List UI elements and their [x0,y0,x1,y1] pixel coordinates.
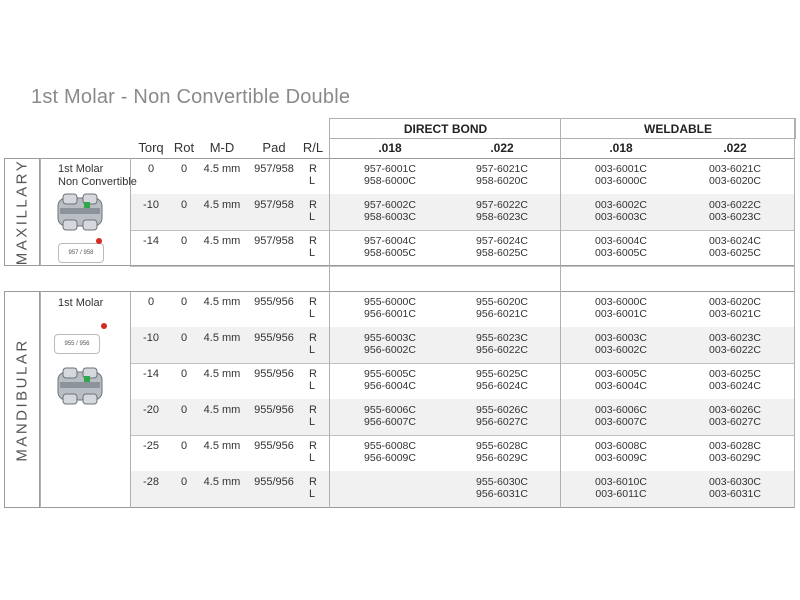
cell-md: 4.5 mm [203,368,241,380]
cell-rot: 0 [180,440,188,452]
cell-torq: -25 [143,440,159,452]
cell-db-022: 955-6026C 956-6027C [476,404,528,428]
column-rule [40,158,41,266]
cell-pad: 955/956 [254,404,294,416]
sub-header-db-022: .022 [490,141,514,155]
cell-w-022: 003-6020C 003-6021C [709,296,761,320]
cell-db-022: 957-6024C 958-6025C [476,235,528,259]
cell-db-022: 957-6022C 958-6023C [476,199,528,223]
section-label-maxillary-text: MAXILLARY [13,158,31,266]
maxillary-description: 1st Molar Non Convertible [58,163,137,188]
cell-db-018: 955-6008C 956-6009C [364,440,416,464]
cell-rot: 0 [180,368,188,380]
maxillary-pad-badge: 957 / 958 [58,243,104,263]
cell-pad: 955/956 [254,476,294,488]
cell-pad: 955/956 [254,332,294,344]
row-divider [130,266,795,267]
row-divider [130,435,795,436]
cell-w-018: 003-6005C 003-6004C [595,368,647,392]
cell-db-018: 957-6002C 958-6003C [364,199,416,223]
cell-rot: 0 [180,199,188,211]
cell-md: 4.5 mm [203,476,241,488]
col-header-pad: Pad [262,140,286,155]
cell-md: 4.5 mm [203,332,241,344]
cell-pad: 955/956 [254,440,294,452]
cell-rl: R L [309,199,317,223]
column-rule [794,118,795,508]
cell-w-018: 003-6004C 003-6005C [595,235,647,259]
col-header-md: M-D [209,140,235,155]
cell-db-018: 955-6005C 956-6004C [364,368,416,392]
cell-rl: R L [309,235,317,259]
section-label-mandibular [4,291,40,508]
row-divider [130,363,795,364]
cell-torq: 0 [147,163,155,175]
cell-torq: -14 [143,368,159,380]
cell-rot: 0 [180,163,188,175]
cell-db-022: 955-6020C 956-6021C [476,296,528,320]
cell-rl: R L [309,404,317,428]
cell-w-018: 003-6001C 003-6000C [595,163,647,187]
mandibular-description: 1st Molar [58,297,104,309]
cell-w-018: 003-6010C 003-6011C [595,476,647,500]
row-divider [130,230,795,231]
molar-bracket-icon [54,364,106,408]
column-rule [130,291,131,508]
cell-pad: 955/956 [254,296,294,308]
cell-rl: R L [309,476,317,500]
cell-md: 4.5 mm [203,404,241,416]
cell-db-018: 955-6003C 956-6002C [364,332,416,356]
cell-w-018: 003-6006C 003-6007C [595,404,647,428]
cell-db-022: 955-6030C 956-6031C [476,476,528,500]
cell-w-018: 003-6000C 003-6001C [595,296,647,320]
cell-md: 4.5 mm [203,235,241,247]
group-header-weldable: WELDABLE [560,118,796,139]
col-header-torq: Torq [138,140,164,155]
cell-rl: R L [309,440,317,464]
cell-w-022: 003-6022C 003-6023C [709,199,761,223]
column-rule [40,291,41,508]
cell-db-022: 955-6023C 956-6022C [476,332,528,356]
col-header-rot: Rot [173,140,195,155]
cell-pad: 957/958 [254,163,294,175]
cell-db-018: 955-6000C 956-6001C [364,296,416,320]
cell-w-018: 003-6008C 003-6009C [595,440,647,464]
cell-rot: 0 [180,332,188,344]
cell-w-022: 003-6025C 003-6024C [709,368,761,392]
cell-w-022: 003-6021C 003-6020C [709,163,761,187]
cell-md: 4.5 mm [203,440,241,452]
cell-db-022: 955-6025C 956-6024C [476,368,528,392]
cell-torq: -10 [143,199,159,211]
cell-w-022: 003-6026C 003-6027C [709,404,761,428]
cell-rl: R L [309,163,317,187]
cell-torq: -14 [143,235,159,247]
mandibular-pad-badge: 955 / 956 [54,334,100,354]
section-top-rule [4,158,795,159]
table-bottom-rule [4,507,795,508]
cell-pad: 957/958 [254,235,294,247]
column-rule [329,118,330,508]
cell-torq: -28 [143,476,159,488]
section-bottom-rule [4,265,795,266]
cell-pad: 955/956 [254,368,294,380]
column-rule [560,118,561,508]
cell-pad: 957/958 [254,199,294,211]
page-title: 1st Molar - Non Convertible Double [31,86,351,108]
cell-w-018: 003-6002C 003-6003C [595,199,647,223]
sub-header-w-022: .022 [723,141,747,155]
cell-md: 4.5 mm [203,296,241,308]
cell-rot: 0 [180,235,188,247]
cell-w-022: 003-6030C 003-6031C [709,476,761,500]
cell-w-022: 003-6028C 003-6029C [709,440,761,464]
sub-header-w-018: .018 [609,141,633,155]
cell-md: 4.5 mm [203,199,241,211]
red-dot-icon [101,323,107,329]
cell-rot: 0 [180,476,188,488]
section-top-rule [4,291,795,292]
molar-bracket-icon [54,190,106,234]
cell-rl: R L [309,296,317,320]
group-header-direct-bond: DIRECT BOND [329,118,561,139]
cell-db-018: 957-6001C 958-6000C [364,163,416,187]
cell-db-022: 955-6028C 956-6029C [476,440,528,464]
cell-db-018: 957-6004C 958-6005C [364,235,416,259]
cell-w-022: 003-6024C 003-6025C [709,235,761,259]
cell-torq: 0 [147,296,155,308]
cell-rot: 0 [180,296,188,308]
cell-rl: R L [309,368,317,392]
cell-torq: -10 [143,332,159,344]
cell-w-018: 003-6003C 003-6002C [595,332,647,356]
cell-md: 4.5 mm [203,163,241,175]
cell-torq: -20 [143,404,159,416]
section-label-maxillary [4,158,40,266]
sub-header-db-018: .018 [378,141,402,155]
cell-db-022: 957-6021C 958-6020C [476,163,528,187]
cell-w-022: 003-6023C 003-6022C [709,332,761,356]
cell-rl: R L [309,332,317,356]
cell-rot: 0 [180,404,188,416]
cell-db-018: 955-6006C 956-6007C [364,404,416,428]
col-header-rl: R/L [302,140,324,155]
red-dot-icon [96,238,102,244]
section-label-mandibular-text: MANDIBULAR [13,337,31,462]
